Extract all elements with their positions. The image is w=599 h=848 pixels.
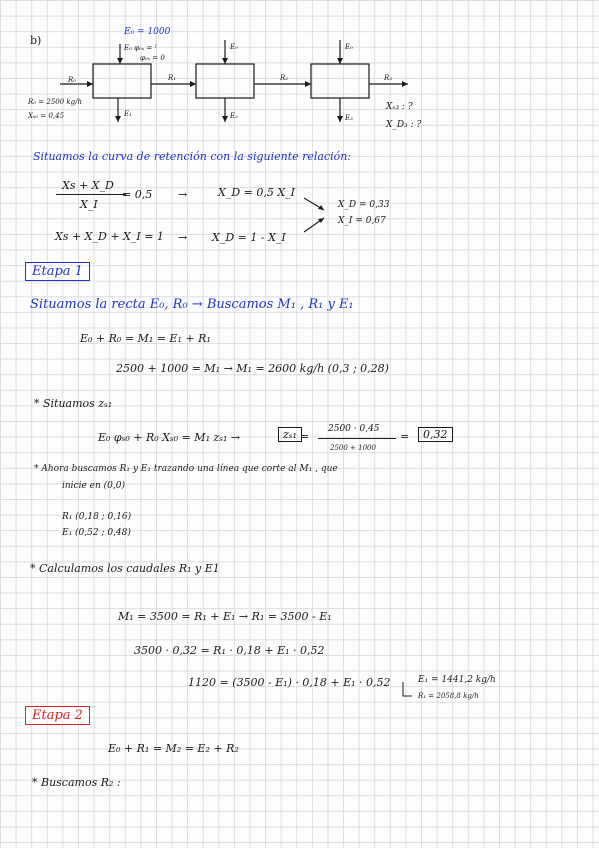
extract-label-1: E₁ <box>124 110 132 118</box>
e0-total-label: E₀ = 1000 <box>124 27 171 37</box>
zs1-fraction-bar <box>318 438 396 439</box>
stage2-search: * Buscamos R₂ : <box>32 776 121 789</box>
result-bracket <box>400 680 414 702</box>
process-diagram <box>0 0 599 140</box>
feed-rate-label: R₀ = 2500 kg/h <box>28 98 83 106</box>
convergence-arrows <box>300 196 336 236</box>
arrow-e1 <box>115 116 121 122</box>
stage2-balance: E₀ + R₁ = M₂ = E₂ + R₂ <box>108 742 239 755</box>
retention-eq1-result: X_D = 0,5 X_I <box>218 186 296 199</box>
zs1-title: * Situamos zₛ₁ <box>34 397 113 410</box>
retention-heading: Situamos la curva de retención con la siguiente relación: <box>33 150 352 163</box>
stream-label-r2: R₂ <box>280 74 289 82</box>
arrow-r2 <box>305 81 311 87</box>
zs1-equals: = <box>300 430 310 443</box>
stage2-label: Etapa 2 <box>25 706 90 725</box>
m1-calculation: 2500 + 1000 = M₁ → M₁ = 2600 kg/h (0,3 ; 0,28) <box>116 362 389 375</box>
feed-phi-label: φ₀ₛ = 0 <box>140 54 165 62</box>
solvent-label-3: E₀ <box>345 43 353 51</box>
fraction-bar <box>56 194 126 195</box>
zs1-denominator: 2500 + 1000 <box>330 444 376 452</box>
arrow-e0-1 <box>117 58 123 64</box>
arrow-e2 <box>222 116 228 122</box>
feed-solvent-label: E₀ φ₀ₛ = ¹ <box>124 44 158 52</box>
arrow-1: → <box>178 188 188 201</box>
retention-eq1-denominator: X_I <box>80 198 98 211</box>
arrow-e0-2 <box>222 58 228 64</box>
zs1-numerator: 2500 · 0,45 <box>328 424 380 434</box>
arrow-r1 <box>190 81 196 87</box>
xd3-query: X_D₃ : ? <box>386 120 422 130</box>
flow-eq-3: 1120 = (3500 - E₁) · 0,18 + E₁ · 0,52 <box>188 676 391 689</box>
stream-label-r1: R₁ <box>168 74 177 82</box>
zs1-balance: E₀ φₛ₀ + R₀ Xₛ₀ = M₁ zₛ₁ → <box>98 431 241 444</box>
feed-xs-label: Xₛ₀ = 0,45 <box>28 112 65 120</box>
stream-label-r0: R₀ <box>68 76 77 84</box>
r1-point: R₁ (0,18 ; 0,16) <box>62 512 132 522</box>
solvent-label-2: E₀ <box>230 43 238 51</box>
stage1-balance: E₀ + R₀ = M₁ = E₁ + R₁ <box>80 332 211 345</box>
solution-xi: X_I = 0,67 <box>338 216 386 226</box>
stage-box-2 <box>196 64 254 98</box>
search-line-2: inicie en (0,0) <box>62 481 125 491</box>
retention-eq1-numerator: Xs + X_D <box>62 179 114 192</box>
search-line-1: * Ahora buscamos R₁ y E₁ trazando una línea que corte al M₁ , que <box>34 464 338 474</box>
stream-label-r3: R₃ <box>384 74 393 82</box>
arrow-2: → <box>178 231 188 244</box>
retention-eq1-rhs: = 0,5 <box>122 188 153 201</box>
retention-eq2-result: X_D = 1 - X_I <box>212 231 286 244</box>
stage1-heading: Situamos la recta E₀, R₀ → Buscamos M₁ , R₁ y E₁ <box>30 297 354 312</box>
flow-eq-2: 3500 · 0,32 = R₁ · 0,18 + E₁ · 0,52 <box>134 644 325 657</box>
flow-r1-result: R₁ = 2058,8 kg/h <box>418 692 479 700</box>
stage-box-1 <box>93 64 151 98</box>
extract-label-2: E₂ <box>230 112 238 120</box>
arrow-r0 <box>87 81 93 87</box>
extract-label-3: E₃ <box>345 114 353 122</box>
flows-title: * Calculamos los caudales R₁ y E1 <box>30 562 220 575</box>
e1-point: E₁ (0,52 ; 0,48) <box>62 528 131 538</box>
part-label: b) <box>30 34 42 47</box>
flow-e1-result: E₁ = 1441,2 kg/h <box>418 675 496 685</box>
stage1-label: Etapa 1 <box>25 262 90 281</box>
zs1-equals-2: = <box>400 430 410 443</box>
arrow-r3 <box>402 81 408 87</box>
arrow-e3 <box>337 116 343 122</box>
zs1-box: zₛ₁ <box>278 427 302 442</box>
solution-xd: X_D = 0,33 <box>338 200 390 210</box>
arrow-e0-3 <box>337 58 343 64</box>
retention-eq2: Xs + X_D + X_I = 1 <box>55 230 164 243</box>
flow-eq-1: M₁ = 3500 = R₁ + E₁ → R₁ = 3500 - E₁ <box>118 610 332 623</box>
xs3-query: Xₛ₃ : ? <box>386 102 413 112</box>
stage-box-3 <box>311 64 369 98</box>
zs1-result-box: 0,32 <box>418 427 453 442</box>
